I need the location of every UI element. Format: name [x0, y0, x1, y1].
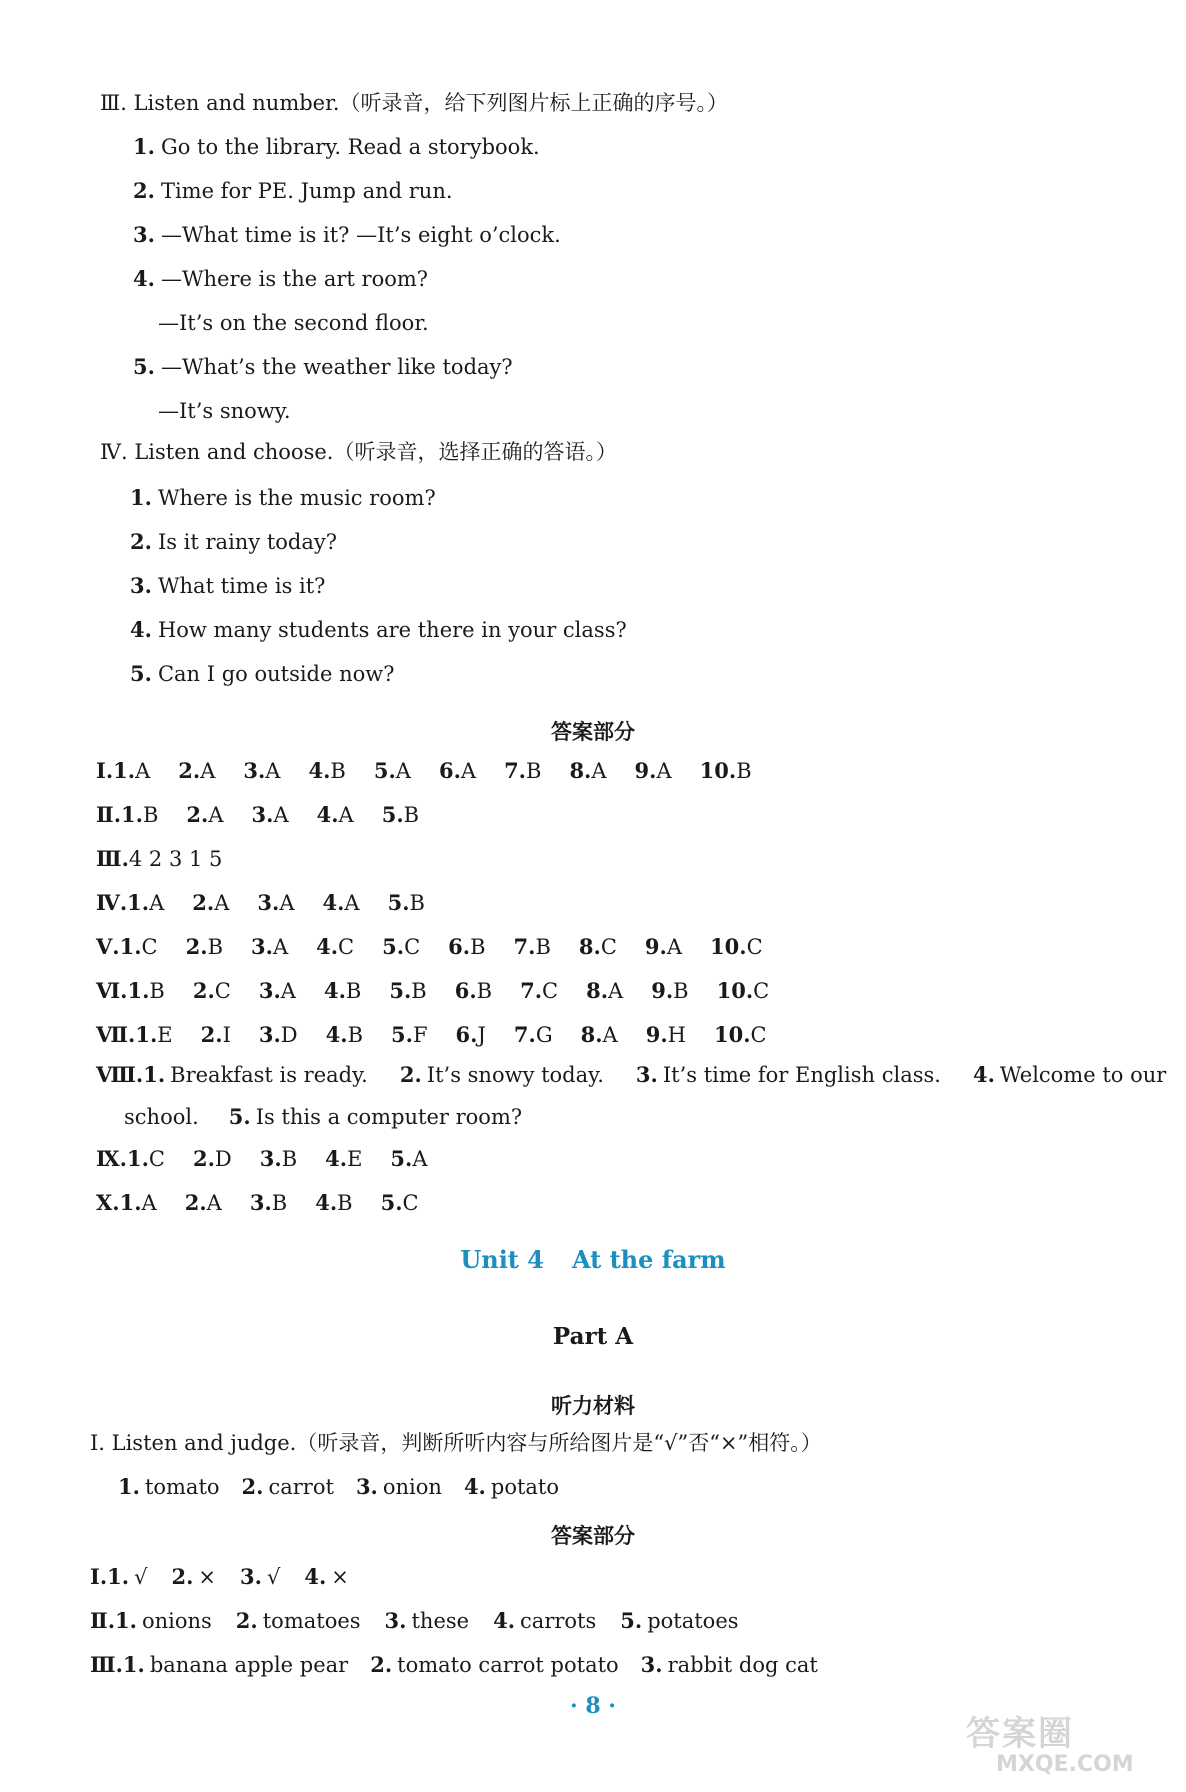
answer-number: 10.: [713, 1022, 751, 1047]
answer-number: 4.: [493, 1608, 516, 1633]
answer-value: C: [600, 935, 617, 959]
listen-judge-title: Ⅰ. Listen and judge.（听录音，判断所听内容与所给图片是“√”否“×”相符。）: [90, 1431, 822, 1455]
answer-number: 5.: [387, 890, 410, 915]
answer-value: A: [666, 935, 683, 959]
item-text: —Where is the art room?: [160, 267, 429, 291]
answer-row: [96, 844, 222, 874]
answer-number: 5.: [389, 978, 412, 1003]
answer-number: 2.: [192, 890, 215, 915]
item-number: 1.: [118, 1474, 140, 1499]
answer-row-8: [96, 1060, 1166, 1090]
item-number: 2.: [133, 178, 155, 203]
row-numeral: Ⅸ.: [96, 1146, 127, 1171]
answer-value: A: [412, 1147, 428, 1171]
answer-number: 9.: [634, 758, 657, 783]
listening-item: [133, 220, 561, 250]
part-title: Part A: [552, 1323, 634, 1350]
answer-number: 1.: [127, 978, 150, 1003]
answer-value: I: [222, 1023, 231, 1047]
row-numeral: Ⅴ.: [96, 934, 120, 959]
answer-number: 5.: [380, 1190, 403, 1215]
answer-value: Welcome to our: [999, 1063, 1167, 1087]
answer-value: C: [214, 979, 231, 1003]
item-text: What time is it?: [157, 574, 326, 598]
answer-value: B: [526, 759, 542, 783]
answer-value: B: [149, 979, 165, 1003]
answer-value: onions: [141, 1609, 212, 1633]
answer-number: 1.: [113, 758, 136, 783]
answer-value: C: [148, 1147, 165, 1171]
answer-number: 1.: [119, 1190, 142, 1215]
answer-value: A: [279, 891, 295, 915]
answer-number: 4.: [304, 1564, 327, 1589]
item-text: Time for PE. Jump and run.: [160, 179, 453, 203]
item-text: onion: [382, 1475, 442, 1499]
answer-row: [96, 1020, 767, 1050]
answer-value: B: [142, 803, 159, 827]
answer-value: A: [395, 759, 411, 783]
answer-value: A: [208, 803, 224, 827]
listen-judge-words: [118, 1472, 559, 1502]
answer-value: B: [281, 1147, 298, 1171]
answer-value: A: [265, 759, 281, 783]
answer-value: C: [542, 979, 559, 1003]
answer-number: 8.: [569, 758, 592, 783]
answer-number: 3.: [240, 1564, 262, 1589]
answer-value: school.: [124, 1105, 199, 1129]
listening-item: [133, 176, 453, 206]
answer-value: √: [134, 1565, 148, 1589]
listening-item: [130, 527, 337, 557]
answer-value: potatoes: [647, 1609, 739, 1633]
answer-number: 3.: [251, 802, 274, 827]
answer-value: A: [602, 1023, 618, 1047]
answer-number: 6.: [438, 758, 461, 783]
answers-heading-2: 答案部分: [551, 1523, 635, 1548]
answer-number: 1.: [107, 1564, 130, 1589]
answer-value: Is this a computer room?: [255, 1105, 523, 1129]
row-numeral: Ⅱ.: [90, 1608, 116, 1633]
answer-value: ×: [331, 1565, 349, 1589]
answer-number: 1.: [135, 1022, 158, 1047]
answer-value: A: [135, 759, 151, 783]
answer-value: √: [266, 1565, 281, 1589]
answer-number: 1.: [122, 1652, 145, 1677]
answer-value: D: [280, 1023, 298, 1047]
row-numeral: Ⅹ.: [96, 1190, 120, 1215]
answer-number: 2.: [185, 934, 208, 959]
answer-value: these: [411, 1609, 470, 1633]
listening-item: [158, 308, 429, 338]
item-number: 3.: [133, 222, 155, 247]
answer-value: G: [535, 1023, 553, 1047]
answer-number: 8.: [580, 1022, 603, 1047]
row-numeral: Ⅵ.: [96, 978, 128, 1003]
listening-item: [133, 264, 428, 294]
answer-value: banana apple pear: [149, 1653, 349, 1677]
answer-value: A: [206, 1191, 222, 1215]
answer-number: 4.: [316, 934, 339, 959]
answer-number: 5.: [391, 1022, 413, 1047]
item-text: How many students are there in your class?: [157, 618, 627, 642]
answer-sequence: 4 2 3 1 5: [128, 847, 223, 871]
answer-value: A: [272, 935, 289, 959]
answer-row: [96, 932, 763, 962]
answer-number: 10.: [716, 978, 754, 1003]
section-3-title: Ⅲ. Listen and number.（听录音，给下列图片标上正确的序号。）: [100, 91, 729, 115]
answer-number: 9.: [644, 934, 667, 959]
answer-number: 3.: [640, 1652, 663, 1677]
answer-number: 1.: [121, 802, 143, 827]
item-text: Go to the library. Read a storybook.: [160, 135, 540, 159]
answer-value: B: [207, 935, 223, 959]
answer-value: tomatoes: [262, 1609, 361, 1633]
answer-row-8-cont: [124, 1102, 522, 1132]
answer-value: C: [746, 935, 763, 959]
answer-number: 4.: [308, 758, 331, 783]
answer-number: 2.: [186, 802, 209, 827]
answer-number: 3.: [257, 890, 280, 915]
answer-number: 5.: [390, 1146, 413, 1171]
answer-value: A: [141, 1191, 157, 1215]
listening-item: [130, 659, 395, 689]
answer-number: 1.: [119, 934, 142, 959]
answer-number: 4.: [322, 890, 345, 915]
answer-number: 1.: [127, 890, 150, 915]
item-text: —It’s on the second floor.: [158, 311, 429, 335]
answer-value: A: [149, 891, 165, 915]
answer-value: A: [280, 979, 296, 1003]
answer-value: B: [673, 979, 689, 1003]
answer-number: 2.: [192, 978, 215, 1003]
answer-number: 9.: [645, 1022, 668, 1047]
answer-number: 8.: [578, 934, 601, 959]
answer-row: [96, 800, 419, 830]
answer-value: B: [409, 891, 425, 915]
answer-number: 2.: [184, 1190, 207, 1215]
page-number: · 8 ·: [570, 1693, 616, 1719]
listening-heading: 听力材料: [551, 1393, 635, 1418]
answer-value: C: [338, 935, 355, 959]
answer-value: H: [667, 1023, 686, 1047]
item-number: 1.: [130, 485, 152, 510]
answer-value: B: [345, 979, 362, 1003]
answer-value: C: [753, 979, 770, 1003]
answer-number: 7.: [520, 978, 543, 1003]
listening-item: [158, 396, 291, 426]
answer-value: B: [736, 759, 752, 783]
answer-number: 10.: [699, 758, 737, 783]
answer-number: 4.: [323, 978, 346, 1003]
answer-number: 3.: [243, 758, 266, 783]
section-4-title: Ⅳ. Listen and choose.（听录音，选择正确的答语。）: [100, 440, 617, 464]
listening-item: [133, 352, 513, 382]
answer-number: 6.: [454, 978, 477, 1003]
item-number: 2.: [130, 529, 152, 554]
answer-number: 10.: [710, 934, 747, 959]
item-number: 5.: [130, 661, 152, 686]
answer-value: A: [656, 759, 672, 783]
item-text: tomato: [144, 1475, 220, 1499]
answer-row: [96, 976, 769, 1006]
answer-number: 6.: [455, 1022, 478, 1047]
answer-value: C: [750, 1023, 767, 1047]
answer-number: 5.: [373, 758, 396, 783]
item-text: Is it rainy today?: [157, 530, 338, 554]
answer-number: 2.: [399, 1062, 422, 1087]
watermark-logo: [966, 1706, 1166, 1786]
answer-value: B: [470, 935, 486, 959]
row-numeral: Ⅲ.: [90, 1652, 123, 1677]
answer-row-2: [90, 1562, 349, 1592]
answer-number: 3.: [259, 1146, 282, 1171]
answer-row: [96, 1188, 419, 1218]
item-text: Can I go outside now?: [157, 662, 395, 686]
answer-row-2: [90, 1606, 739, 1636]
answer-number: 5.: [381, 802, 404, 827]
item-number: 1.: [133, 134, 155, 159]
answer-number: 7.: [504, 758, 526, 783]
answer-number: 4.: [325, 1146, 348, 1171]
answer-value: J: [477, 1023, 486, 1047]
answer-value: A: [214, 891, 230, 915]
answer-number: 5.: [620, 1608, 643, 1633]
listening-item: [130, 571, 325, 601]
item-text: potato: [490, 1475, 560, 1499]
answer-value: Breakfast is ready.: [170, 1063, 368, 1087]
answer-number: 1.: [115, 1608, 137, 1633]
answer-number: 6.: [448, 934, 471, 959]
answer-number: 1.: [143, 1062, 166, 1087]
answer-value: B: [535, 935, 551, 959]
row-numeral: Ⅱ.: [96, 802, 122, 827]
answer-number: 2.: [235, 1608, 258, 1633]
answer-value: F: [412, 1023, 428, 1047]
answer-number: 3.: [249, 1190, 272, 1215]
answer-value: It’s time for English class.: [662, 1063, 941, 1087]
answer-value: B: [330, 759, 346, 783]
answer-number: 2.: [370, 1652, 393, 1677]
answer-value: B: [337, 1191, 353, 1215]
item-text: —What’s the weather like today?: [160, 355, 513, 379]
unit-name: At the farm: [571, 1245, 726, 1274]
answer-value: A: [344, 891, 360, 915]
answer-number: 2.: [171, 1564, 194, 1589]
watermark-text: 答案圈: [966, 1714, 1074, 1754]
item-number: 4.: [133, 266, 155, 291]
item-number: 3.: [355, 1474, 378, 1499]
answer-value: A: [200, 759, 216, 783]
item-text: Where is the music room?: [157, 486, 436, 510]
unit-title: [0, 1245, 1186, 1274]
answer-value: B: [476, 979, 493, 1003]
listening-item: [130, 615, 627, 645]
row-numeral: Ⅰ.: [96, 758, 114, 783]
answer-value: B: [403, 803, 420, 827]
answer-value: A: [591, 759, 607, 783]
answer-number: 3.: [258, 978, 281, 1003]
answer-value: C: [141, 935, 158, 959]
answer-number: 4.: [325, 1022, 348, 1047]
item-number: 4.: [463, 1474, 486, 1499]
listening-item: [130, 483, 436, 513]
answer-value: C: [404, 935, 421, 959]
answer-value: tomato carrot potato: [397, 1653, 619, 1677]
row-numeral: Ⅰ.: [90, 1564, 108, 1589]
answer-value: B: [411, 979, 427, 1003]
answer-row: [96, 1144, 428, 1174]
answer-number: 2.: [178, 758, 201, 783]
row-numeral: Ⅶ.: [96, 1022, 136, 1047]
item-number: 3.: [130, 573, 152, 598]
answer-row: [96, 756, 752, 786]
answer-row-2: [90, 1650, 818, 1680]
answer-value: A: [273, 803, 289, 827]
answer-number: 3.: [251, 934, 273, 959]
answer-number: 3.: [258, 1022, 281, 1047]
answer-number: 3.: [384, 1608, 407, 1633]
unit-label: Unit 4: [460, 1245, 544, 1274]
answer-number: 5.: [228, 1104, 251, 1129]
answer-number: 7.: [513, 1022, 536, 1047]
answer-number: 8.: [586, 978, 609, 1003]
item-number: 2.: [241, 1474, 264, 1499]
listening-item: [133, 132, 540, 162]
item-number: 5.: [133, 354, 155, 379]
answer-number: 2.: [200, 1022, 223, 1047]
answer-number: 3.: [635, 1062, 658, 1087]
answer-number: 1.: [126, 1146, 149, 1171]
answer-row: [96, 888, 425, 918]
answer-number: 7.: [513, 934, 536, 959]
watermark-url: MXQE.COM: [996, 1752, 1134, 1777]
row-numeral: Ⅳ.: [96, 890, 128, 915]
answer-value: E: [157, 1023, 173, 1047]
answer-value: C: [402, 1191, 419, 1215]
answer-value: rabbit dog cat: [667, 1653, 818, 1677]
item-number: 4.: [130, 617, 152, 642]
answer-number: 4.: [972, 1062, 995, 1087]
answer-value: It’s snowy today.: [426, 1063, 604, 1087]
answer-value: A: [460, 759, 477, 783]
item-text: carrot: [268, 1475, 334, 1499]
answers-heading: 答案部分: [551, 719, 635, 744]
answer-value: carrots: [520, 1609, 597, 1633]
item-text: —What time is it? —It’s eight o’clock.: [160, 223, 561, 247]
answer-value: B: [271, 1191, 288, 1215]
answer-value: A: [338, 803, 354, 827]
answer-value: B: [347, 1023, 364, 1047]
answer-value: D: [214, 1147, 232, 1171]
answer-value: E: [347, 1147, 363, 1171]
answer-number: 5.: [382, 934, 405, 959]
row-numeral: Ⅲ.: [96, 846, 129, 871]
answer-value: A: [608, 979, 624, 1003]
answer-number: 9.: [651, 978, 674, 1003]
answer-number: 4.: [315, 1190, 338, 1215]
answer-number: 4.: [316, 802, 339, 827]
item-text: —It’s snowy.: [158, 399, 291, 423]
row-numeral: Ⅷ.: [96, 1062, 144, 1087]
answer-value: ×: [198, 1565, 217, 1589]
answer-number: 2.: [192, 1146, 215, 1171]
